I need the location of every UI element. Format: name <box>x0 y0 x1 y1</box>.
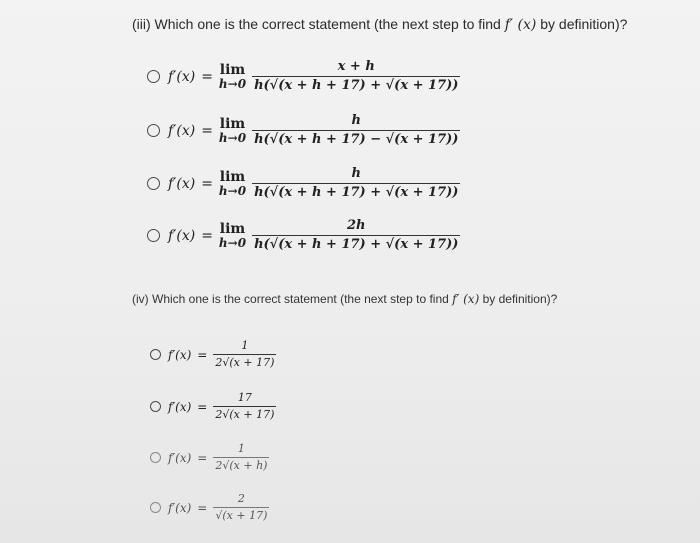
limit-word: lim <box>219 169 246 186</box>
lhs-label: f′(x) <box>168 122 196 139</box>
radio-button[interactable] <box>147 229 160 242</box>
equals-sign: = <box>201 175 213 192</box>
fraction <box>213 340 276 369</box>
lhs-label: f′(x) <box>168 175 196 192</box>
equals-sign: = <box>201 122 213 139</box>
radio-button[interactable] <box>147 124 160 137</box>
fraction <box>213 443 269 472</box>
denominator: h(√(x + h + 17) + √(x + 17)) <box>254 77 459 93</box>
limit-subscript: h→0 <box>218 130 247 145</box>
fraction <box>252 60 460 94</box>
limit-subscript: h→0 <box>218 235 247 250</box>
lhs-label: f′(x) <box>168 450 192 465</box>
equals-sign: = <box>201 68 213 85</box>
denominator: 2√(x + 17) <box>215 355 275 369</box>
denominator: 2√(x + 17) <box>215 407 275 421</box>
q3-option-c[interactable] <box>147 167 460 201</box>
fraction <box>252 114 460 148</box>
limit-word: lim <box>219 221 246 238</box>
question-iii-suffix: by definition)? <box>536 16 628 32</box>
radio-button[interactable] <box>150 349 161 360</box>
radio-button[interactable] <box>147 177 160 190</box>
limit-operator <box>219 222 246 249</box>
fraction <box>213 493 269 522</box>
numerator: 2h <box>346 218 366 233</box>
limit-operator <box>219 117 246 144</box>
equals-sign: = <box>197 347 208 362</box>
radio-button[interactable] <box>147 70 160 83</box>
q3-option-b[interactable] <box>147 114 460 148</box>
q4-option-d[interactable] <box>150 493 269 522</box>
question-iv-prefix: (iv) Which one is the correct statement (the next step to find <box>132 292 453 306</box>
limit-word: lim <box>219 62 246 79</box>
numerator: h <box>351 166 361 181</box>
numerator: 17 <box>237 391 252 404</box>
equals-sign: = <box>197 450 208 465</box>
question-iv-suffix: by definition)? <box>479 292 558 306</box>
lhs-label: f′(x) <box>168 399 192 414</box>
limit-operator <box>219 63 246 90</box>
q4-option-b[interactable] <box>150 392 276 421</box>
fraction <box>252 167 460 201</box>
q3-option-a[interactable] <box>147 60 460 94</box>
limit-operator <box>219 170 246 197</box>
numerator: x + h <box>337 59 375 74</box>
q4-option-c[interactable] <box>150 443 269 472</box>
q4-option-a[interactable] <box>150 340 276 369</box>
equals-sign: = <box>197 399 208 414</box>
denominator: h(√(x + h + 17) + √(x + 17)) <box>254 236 459 252</box>
limit-subscript: h→0 <box>218 183 247 198</box>
fraction <box>252 219 460 253</box>
question-iii-title <box>132 16 627 33</box>
radio-button[interactable] <box>150 452 161 463</box>
question-iv-fx: f′ (x) <box>452 292 480 306</box>
radio-button[interactable] <box>150 502 161 513</box>
numerator: 1 <box>241 339 249 352</box>
denominator: h(√(x + h + 17) − √(x + 17)) <box>254 131 459 147</box>
lhs-label: f′(x) <box>168 68 196 85</box>
lhs-label: f′(x) <box>168 227 196 244</box>
denominator: √(x + 17) <box>215 508 268 522</box>
q3-option-d[interactable] <box>147 219 460 253</box>
question-iii-prefix: (iii) Which one is the correct statement (the next step to find <box>132 16 505 32</box>
numerator: 2 <box>237 492 245 505</box>
limit-word: lim <box>219 116 246 133</box>
numerator: 1 <box>237 442 245 455</box>
radio-button[interactable] <box>150 401 161 412</box>
equals-sign: = <box>201 227 213 244</box>
lhs-label: f′(x) <box>168 347 192 362</box>
numerator: h <box>351 113 361 128</box>
denominator: h(√(x + h + 17) + √(x + 17)) <box>254 184 459 200</box>
lhs-label: f′(x) <box>168 500 192 515</box>
question-iii-fx: f′ (x) <box>504 17 537 33</box>
question-iv-title <box>132 292 557 306</box>
fraction <box>213 392 276 421</box>
limit-subscript: h→0 <box>218 76 247 91</box>
equals-sign: = <box>197 500 208 515</box>
denominator: 2√(x + h) <box>215 458 268 472</box>
